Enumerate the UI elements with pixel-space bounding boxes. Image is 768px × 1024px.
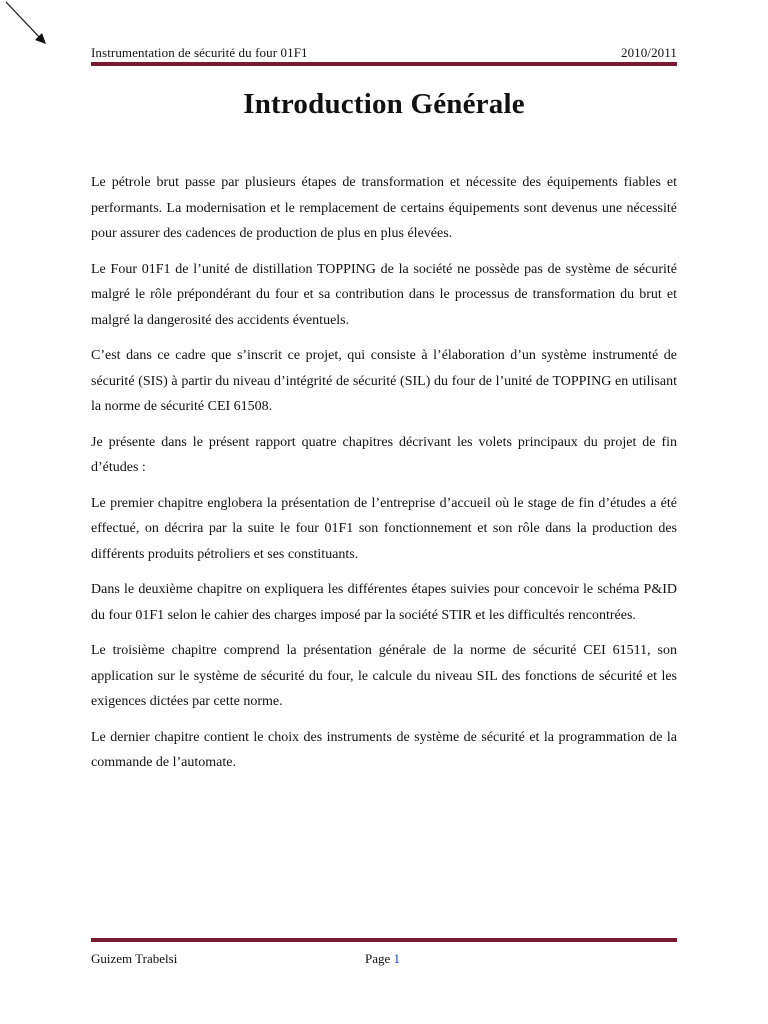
footer-author: Guizem Trabelsi: [91, 951, 178, 966]
footer-page-indicator: [365, 951, 400, 967]
page-title: Introduction Générale: [243, 88, 525, 120]
paragraph: Dans le deuxième chapitre on expliquera les différentes étapes suivies pour concevoir le schéma P&ID du four 01F1 selon le cahier des charges imposé par la société STIR et les difficultés rencontrées.: [91, 582, 677, 623]
page-footer: [91, 938, 677, 978]
page-number: 1: [393, 951, 401, 966]
header-year: 2010/2011: [620, 45, 677, 60]
paragraph: C’est dans ce cadre que s’inscrit ce projet, qui consiste à l’élaboration d’un système instrumenté de sécurité (SIS) à partir du niveau d’intégrité de sécurité (SIL) du four de l’unité de TOPPING en utilisant la norme de sécurité CEI 61508.: [91, 348, 677, 414]
header-title: Instrumentation de sécurité du four 01F1: [91, 45, 308, 60]
paragraph: Le premier chapitre englobera la présentation de l’entreprise d’accueil où le stage de fin d’études a été effectué, on décrira par la suite le four 01F1 son fonctionnement et son rôle dans la production des différents produits pétroliers et ses constituants.: [91, 495, 677, 562]
page-label: Page: [365, 951, 391, 966]
page-header: [91, 40, 677, 66]
paragraph: Le troisième chapitre comprend la présentation générale de la norme de sécurité CEI 61511, son application sur le système de sécurité du four, le calcule du niveau SIL des fonctions de sécurité et les exigences dictées par cette norme.: [91, 643, 677, 709]
header-rule: [91, 62, 677, 66]
document-body: [91, 170, 677, 786]
paragraph: Le dernier chapitre contient le choix des instruments de système de sécurité et la programmation de la commande de l’automate.: [91, 729, 677, 770]
paragraph: Le pétrole brut passe par plusieurs étapes de transformation et nécessite des équipements fiables et performants. La modernisation et le remplacement de certains équipements sont devenus une nécessité pour assurer des cadences de production de plus en plus élevées.: [91, 175, 677, 241]
footer-rule: [91, 938, 677, 942]
paragraph: Je présente dans le présent rapport quatre chapitres décrivant les volets principaux du projet de fin d’études :: [91, 434, 677, 475]
arrow-icon: [0, 0, 60, 60]
paragraph: Le Four 01F1 de l’unité de distillation TOPPING de la société ne possède pas de système de sécurité malgré le rôle prépondérant du four et sa contribution dans le processus de transformation du brut et malgré la dangerosité des accidents éventuels.: [91, 261, 677, 328]
